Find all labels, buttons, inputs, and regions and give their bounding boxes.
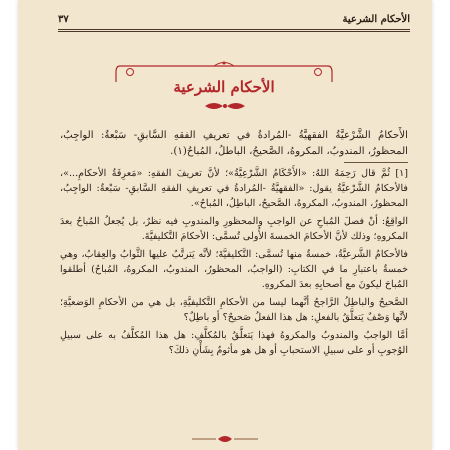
body-text xyxy=(60,128,408,360)
running-header xyxy=(58,11,410,27)
commentary-paragraph: الواقِعُ: أنْ فصلَ المُباحِ عن الواجبِ والمحظورِ والمندوبِ فيه نظرٌ، بل يُجعلُ المُباحُ بعدَ المكروهِ؛ وذلك لأنَّ الأحكامَ الخمسةَ الأُولى تُسمَّى: الأحكامَ التَّكليفيَّةَ. xyxy=(60,216,408,242)
running-title: الأحكام الشرعية xyxy=(342,13,410,25)
book-page xyxy=(18,0,432,450)
commentary-paragraph: فالأحكامُ الشَّرعيَّةُ، خمسةٌ منها تُسمَّى: التَّكليفيَّةَ؛ لأنَّه يَترتَّبُ عليها الثَّوابُ والعِقابُ، وهي خمسةٌ باعتبارِ ما في الكتابِ: (الواجبُ، المحظورُ، المندوبُ، المكروهُ، المُباحُ) أطلقوا المُباحَ ليكونَ مع أصحابِهِ بعدَ المكروهِ. xyxy=(60,249,408,290)
page-number: ٣٧ xyxy=(58,13,69,25)
header-rule-thin xyxy=(58,31,410,32)
title-ornament-icon xyxy=(203,100,247,112)
header-rule xyxy=(58,29,410,30)
main-paragraph: الأَحكامُ الشَّرْعيَّةُ الفقهيَّةُ -المُرادةُ في تعريفِ الفقهِ السَّابقِ- سَبْعةٌ: الواجِبُ، المحظورُ، المندوبُ، المكروهُ، الصَّحيحُ، الباطلُ، المُباحُ(١). xyxy=(60,130,408,157)
footer-ornament-icon xyxy=(190,433,260,445)
commentary-paragraph: [١] ثُمَّ قال رَحِمَهُ اللهُ: «الأَحْكَامُ الشَّرْعِيَّةُ»؛ لأنَّ تعريفَ الفقهِ: «مَعرِفَةُ الأحكامِ...»، فالأحكامُ الشَّرْعيَّةُ يقول: «الفقهيَّةُ -المُرادةُ في تعريفِ الفقهِ السَّابقِ- سَبْعةٌ: الواجِبُ، المحظورُ، المندوبُ، المكروهُ، الصَّحيحُ، الباطِلُ، المُباحُ». xyxy=(60,168,408,209)
commentary-paragraph: أمَّا الواجبُ والمندوبُ والمكروهُ فهذا يَتعلَّقُ بالمُكلَّفِ: هل هذا المُكلَّفُ به على سبيلِ الوُجوبِ أو على سبيلِ الاستحبابِ أو هل هو مأثومٌ بِشَأْنِ ذلكَ؟ xyxy=(60,330,408,356)
commentary-paragraph: الصَّحيحُ والباطِلُ الرَّاجحُ أنَّهما ليسا من الأحكامِ التَّكليفيَّةِ، بل هي من الأحكامِ الوَضعيَّةِ؛ لأنَّها وَصْفٌ يَتعلَّقُ بالفعلِ: هل هذا الفعلُ صَحيحٌ؟ أو باطِلٌ؟ xyxy=(60,297,408,323)
chapter-title: الأحكام الشرعية xyxy=(173,78,275,96)
footnote-separator xyxy=(344,162,408,163)
